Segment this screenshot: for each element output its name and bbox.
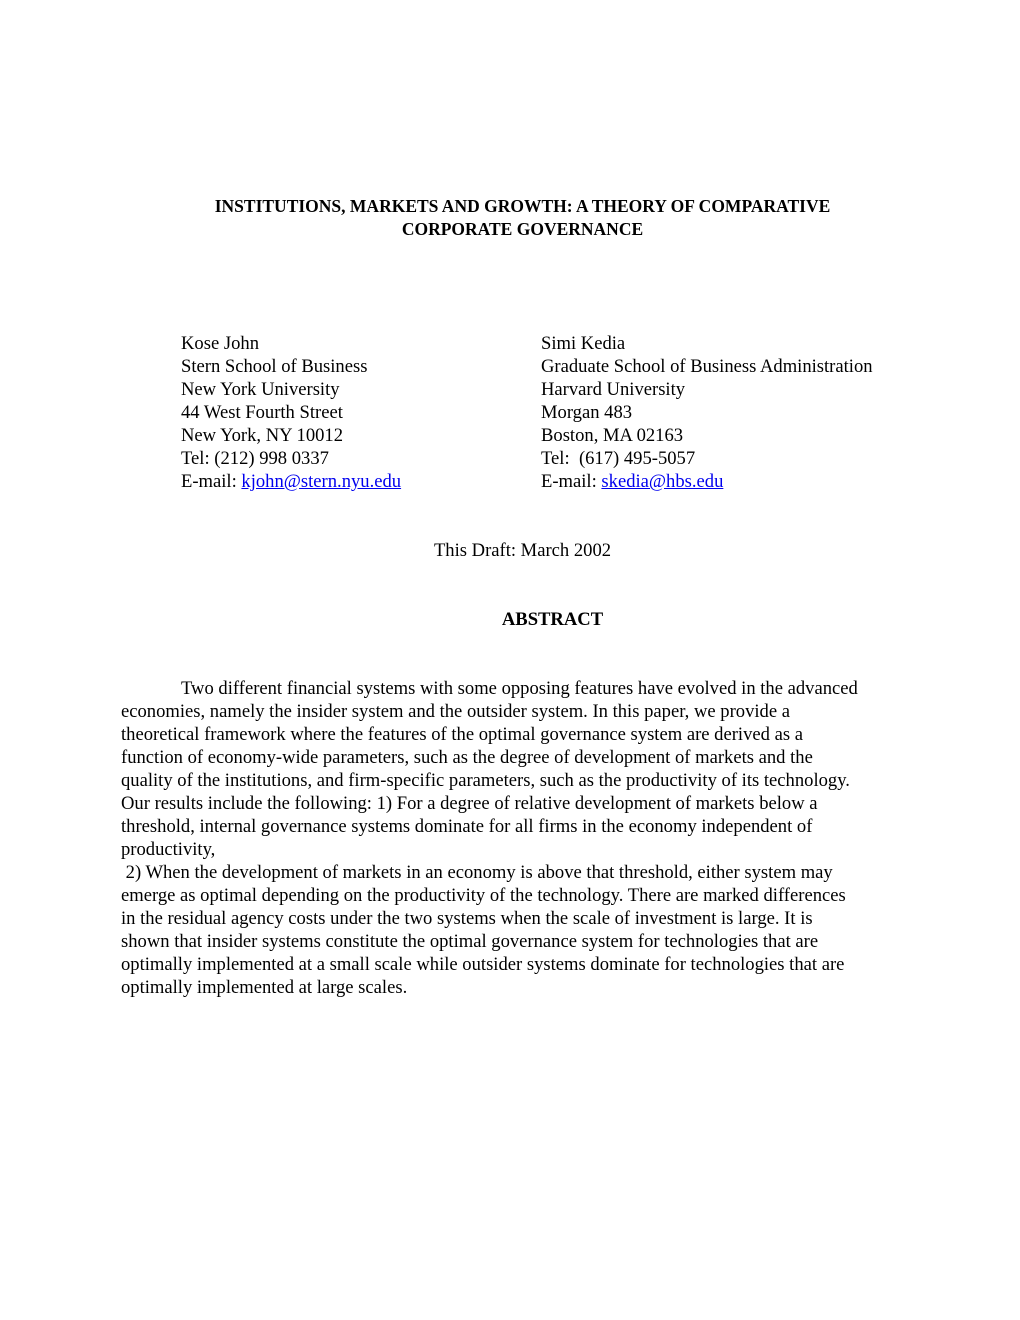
email-link[interactable]: skedia@hbs.edu [601, 471, 724, 492]
email-label: E-mail: [181, 471, 242, 492]
abstract-line: productivity, [121, 839, 216, 860]
author-city: New York, NY 10012 [181, 425, 344, 446]
abstract-heading: ABSTRACT [501, 609, 604, 630]
abstract-line: function of economy-wide parameters, such as the degree of development of markets and the [121, 747, 813, 768]
author-school: Stern School of Business [181, 356, 368, 377]
abstract-line: 2) When the development of markets in an economy is above that threshold, either system may [121, 862, 833, 883]
paper-title [0, 195, 1020, 241]
email-label: E-mail: [541, 471, 602, 492]
abstract-line: optimally implemented at large scales. [121, 977, 408, 998]
abstract-line: Our results include the following: 1) For a degree of relative development of markets below a [121, 793, 818, 814]
abstract-line: threshold, internal governance systems dominate for all firms in the economy independent of [121, 816, 813, 837]
abstract-line: shown that insider systems constitute the optimal governance system for technologies that are [121, 931, 819, 952]
author-tel: Tel: (617) 495-5057 [541, 448, 696, 469]
author-city: Boston, MA 02163 [541, 425, 684, 446]
author-name: Kose John [181, 333, 259, 354]
abstract-line: quality of the institutions, and firm-specific parameters, such as the productivity of its technology. [121, 770, 850, 791]
author-email-line [181, 470, 401, 493]
author-address: Morgan 483 [541, 402, 633, 423]
abstract-line: optimally implemented at a small scale while outsider systems dominate for technologies that are [121, 954, 845, 975]
author-email-line [541, 470, 873, 493]
title-line-2: CORPORATE GOVERNANCE [401, 219, 644, 239]
abstract-line: economies, namely the insider system and the outsider system. In this paper, we provide a [121, 701, 790, 722]
abstract-line: theoretical framework where the features of the optimal governance system are derived as a [121, 724, 803, 745]
author-block-1 [181, 332, 401, 493]
email-link[interactable]: kjohn@stern.nyu.edu [241, 471, 402, 492]
abstract-body [121, 677, 858, 999]
abstract-line: in the residual agency costs under the two systems when the scale of investment is large. It is [121, 908, 813, 929]
author-tel: Tel: (212) 998 0337 [181, 448, 329, 469]
draft-date: This Draft: March 2002 [433, 540, 612, 561]
title-line-1: INSTITUTIONS, MARKETS AND GROWTH: A THEORY OF COMPARATIVE [214, 196, 831, 216]
author-address: 44 West Fourth Street [181, 402, 343, 423]
author-block-2 [541, 332, 873, 493]
author-university: Harvard University [541, 379, 686, 400]
author-name: Simi Kedia [541, 333, 626, 354]
author-university: New York University [181, 379, 340, 400]
author-school: Graduate School of Business Administration [541, 356, 873, 377]
abstract-line: emerge as optimal depending on the productivity of the technology. There are marked differences [121, 885, 846, 906]
abstract-line: Two different financial systems with some opposing features have evolved in the advanced [181, 678, 858, 699]
